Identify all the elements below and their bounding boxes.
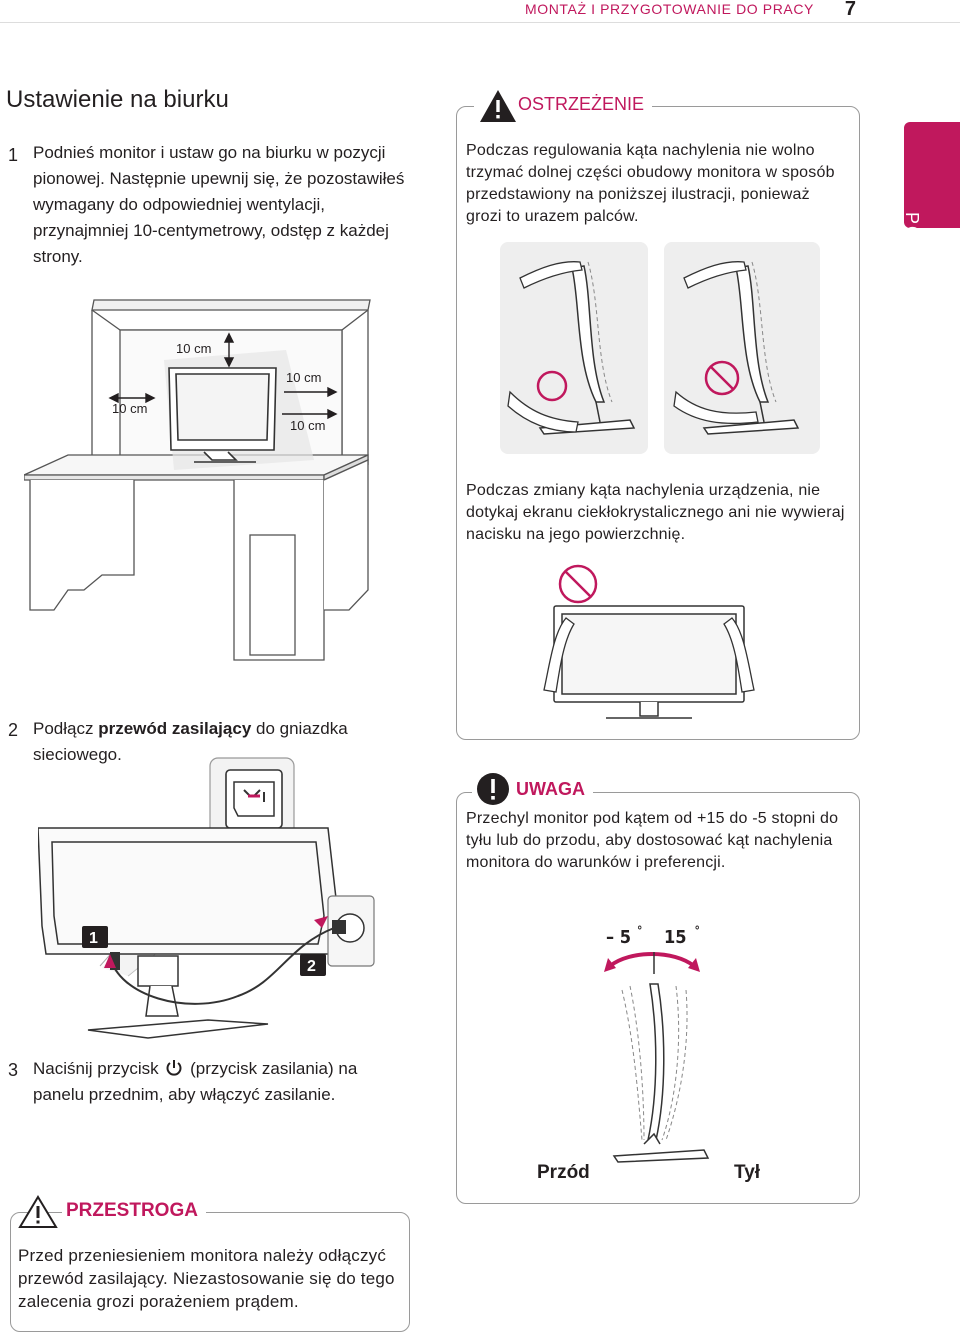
tilt-label-front: Przód <box>537 1162 590 1183</box>
warning-title: OSTRZEŻENIE <box>514 93 652 115</box>
clearance-label-top: 10 cm <box>176 341 212 356</box>
language-tab-label: POLSKI <box>902 212 922 290</box>
warning-text-2: Podczas zmiany kąta nachylenia urządzenia, nie dotykaj ekranu ciekłokrystalicznego ani nie wywieraj nacisku na jego powierzchnię. <box>466 482 845 543</box>
clearance-label-right-top: 10 cm <box>286 370 322 385</box>
section-title: Ustawienie na biurku <box>6 86 229 113</box>
tilt-minus-label: – 5 ° <box>606 924 643 948</box>
note-header <box>472 772 514 806</box>
header-rule <box>0 22 960 23</box>
warning-triangle-icon <box>478 88 518 124</box>
screen-pressure-illustration <box>540 562 760 722</box>
running-head: MONTAŻ I PRZYGOTOWANIE DO PRACY <box>524 1 814 17</box>
step-1-text: Podnieś monitor i ustaw go na biurku w pozycji pionowej. Następnie upewnij się, że pozostawiłeś wymagany do odpowiedniej wentylacji, przynajmniej 10-centymetrowy, odstęp z każdej strony. <box>33 143 405 266</box>
tilt-label-back: Tył <box>734 1162 761 1183</box>
step-2-emphasis: przewód zasilający <box>98 719 252 738</box>
tilt-angle-illustration <box>600 944 710 1164</box>
warning-text-1: Podczas regulowania kąta nachylenia nie wolno trzymać dolnej części obudowy monitora w sposób przedstawiony na poniższej ilustracji, ponieważ grozi to urazem palców. <box>466 142 835 225</box>
note-title: UWAGA <box>512 778 593 800</box>
step-2-text: Podłącz przewód zasilający do gniazdka sieciowego. <box>33 719 348 764</box>
step-3-number: 3 <box>8 1060 19 1080</box>
clearance-label-right-bottom: 10 cm <box>290 418 326 433</box>
page-number: 7 <box>844 0 856 20</box>
power-icon <box>165 1059 183 1077</box>
marker-2: 2 <box>307 958 316 975</box>
language-tab <box>902 122 960 290</box>
power-connection-illustration <box>38 756 410 1042</box>
caution-triangle-icon <box>18 1195 58 1229</box>
desk-clearance-illustration <box>24 290 384 665</box>
tilt-plus-label: 15 ° <box>664 924 700 948</box>
caution-header <box>18 1195 58 1229</box>
step-3-text: Naciśnij przycisk (przycisk zasilania) na panelu przednim, aby włączyć zasilanie. <box>33 1059 358 1104</box>
step-1-number: 1 <box>8 145 19 165</box>
marker-1: 1 <box>89 930 98 947</box>
finger-pinch-illustration <box>500 242 822 456</box>
caution-title: PRZESTROGA <box>62 1200 206 1222</box>
note-text: Przechyl monitor pod kątem od +15 do -5 stopni do tyłu lub do przodu, aby dostosować kąt nachylenia monitora do warunków i preferencji. <box>466 810 839 871</box>
step-2-number: 2 <box>8 720 19 740</box>
caution-text: Przed przeniesieniem monitora należy odłączyć przewód zasilający. Niezastosowanie się do tego zalecenia grozi porażeniem prądem. <box>18 1246 395 1311</box>
clearance-label-left: 10 cm <box>112 401 148 416</box>
note-exclamation-icon <box>476 772 510 806</box>
